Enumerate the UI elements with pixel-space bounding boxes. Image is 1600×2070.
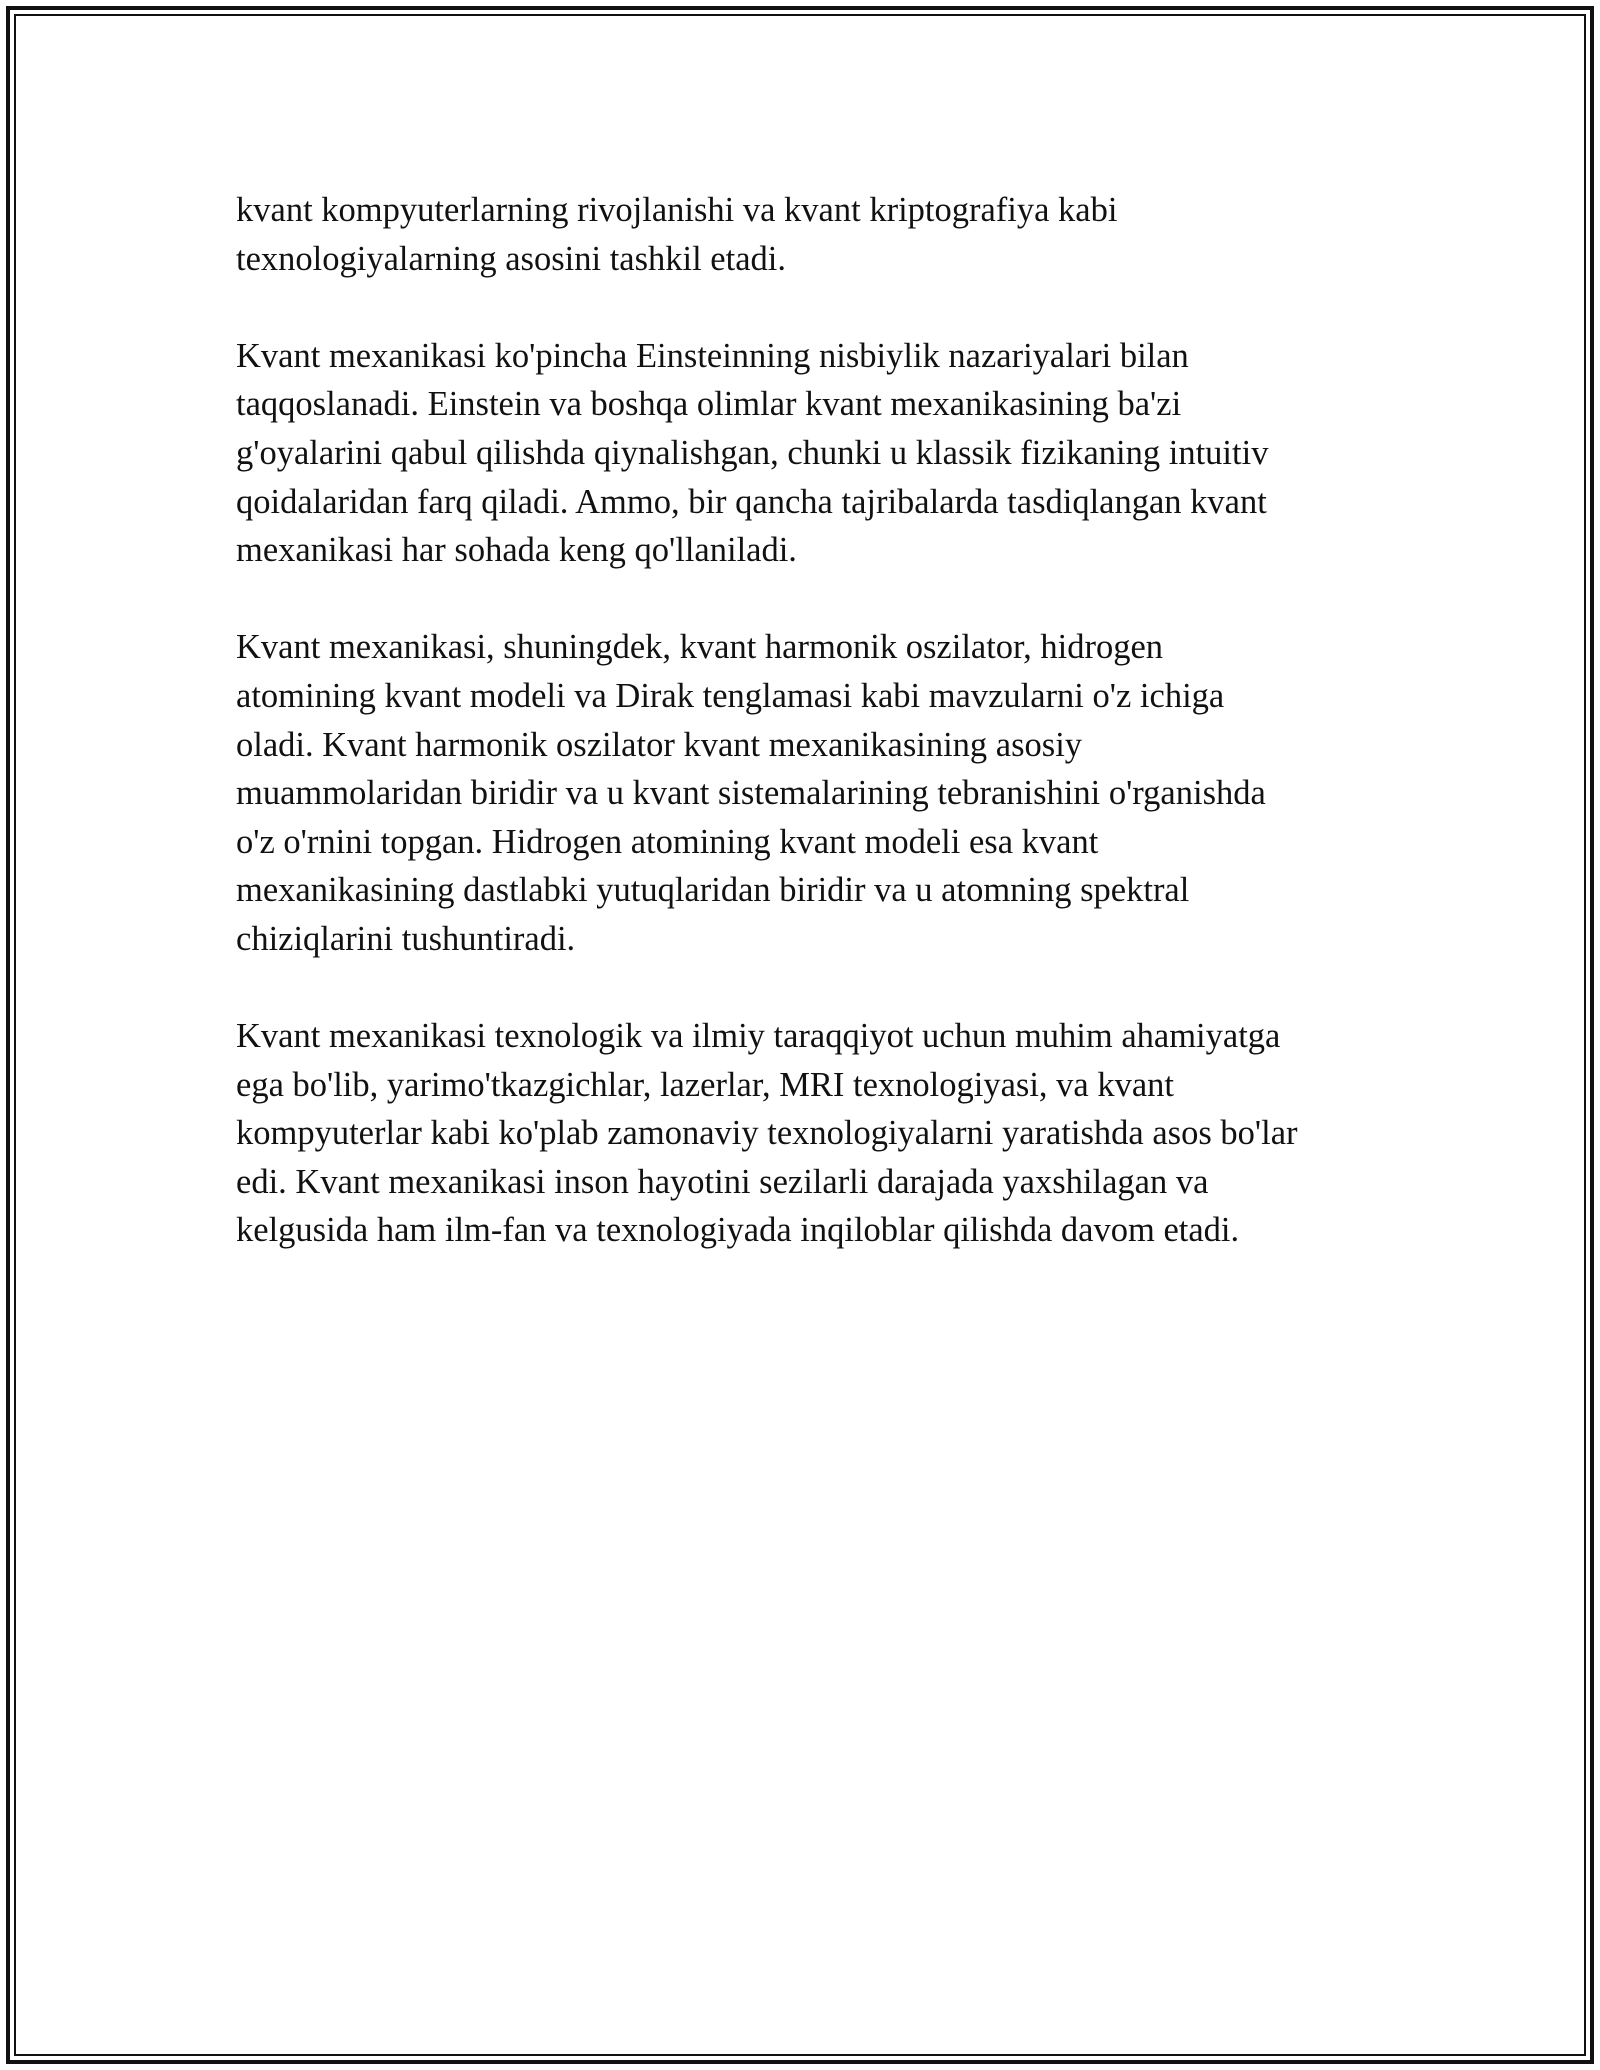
paragraph-3 bbox=[236, 623, 1376, 963]
text-line: Kvant mexanikasi ko'pincha Einsteinning nisbiylik nazariyalari bilan bbox=[236, 336, 1189, 375]
text-line: kelgusida ham ilm-fan va texnologiyada inqiloblar qilishda davom etadi. bbox=[236, 1211, 1240, 1250]
text-line: chiziqlarini tushuntiradi. bbox=[236, 919, 576, 958]
text-line: atomining kvant modeli va Dirak tenglamasi kabi mavzularni o'z ichiga bbox=[236, 676, 1225, 715]
text-line: qoidalaridan farq qiladi. Ammo, bir qancha tajribalarda tasdiqlangan kvant bbox=[236, 482, 1267, 521]
text-line: taqqoslanadi. Einstein va boshqa olimlar kvant mexanikasining ba'zi bbox=[236, 385, 1182, 424]
paragraph-1 bbox=[236, 186, 1376, 283]
paragraph-4 bbox=[236, 1012, 1376, 1255]
text-line: edi. Kvant mexanikasi inson hayotini sezilarli darajada yaxshilagan va bbox=[236, 1162, 1209, 1201]
text-line: oladi. Kvant harmonik oszilator kvant mexanikasining asosiy bbox=[236, 725, 1083, 764]
text-line: mexanikasi har sohada keng qo'llaniladi. bbox=[236, 531, 797, 570]
text-line: mexanikasining dastlabki yutuqlaridan biridir va u atomning spektral bbox=[236, 871, 1190, 910]
text-line: o'z o'rnini topgan. Hidrogen atomining kvant modeli esa kvant bbox=[236, 822, 1099, 861]
document-body bbox=[236, 186, 1376, 1304]
text-line: ega bo'lib, yarimo'tkazgichlar, lazerlar, MRI texnologiyasi, va kvant bbox=[236, 1065, 1174, 1104]
paragraph-2 bbox=[236, 332, 1376, 575]
text-line: texnologiyalarning asosini tashkil etadi. bbox=[236, 239, 786, 278]
text-line: muammolaridan biridir va u kvant sistemalarining tebranishini o'rganishda bbox=[236, 774, 1266, 813]
text-line: g'oyalarini qabul qilishda qiynalishgan, chunki u klassik fizikaning intuitiv bbox=[236, 433, 1269, 472]
text-line: Kvant mexanikasi texnologik va ilmiy taraqqiyot uchun muhim ahamiyatga bbox=[236, 1017, 1281, 1056]
text-line: kompyuterlar kabi ko'plab zamonaviy texnologiyalarni yaratishda asos bo'lar bbox=[236, 1114, 1298, 1153]
text-line: kvant kompyuterlarning rivojlanishi va kvant kriptografiya kabi bbox=[236, 191, 1118, 229]
text-line: Kvant mexanikasi, shuningdek, kvant harmonik oszilator, hidrogen bbox=[236, 628, 1164, 667]
